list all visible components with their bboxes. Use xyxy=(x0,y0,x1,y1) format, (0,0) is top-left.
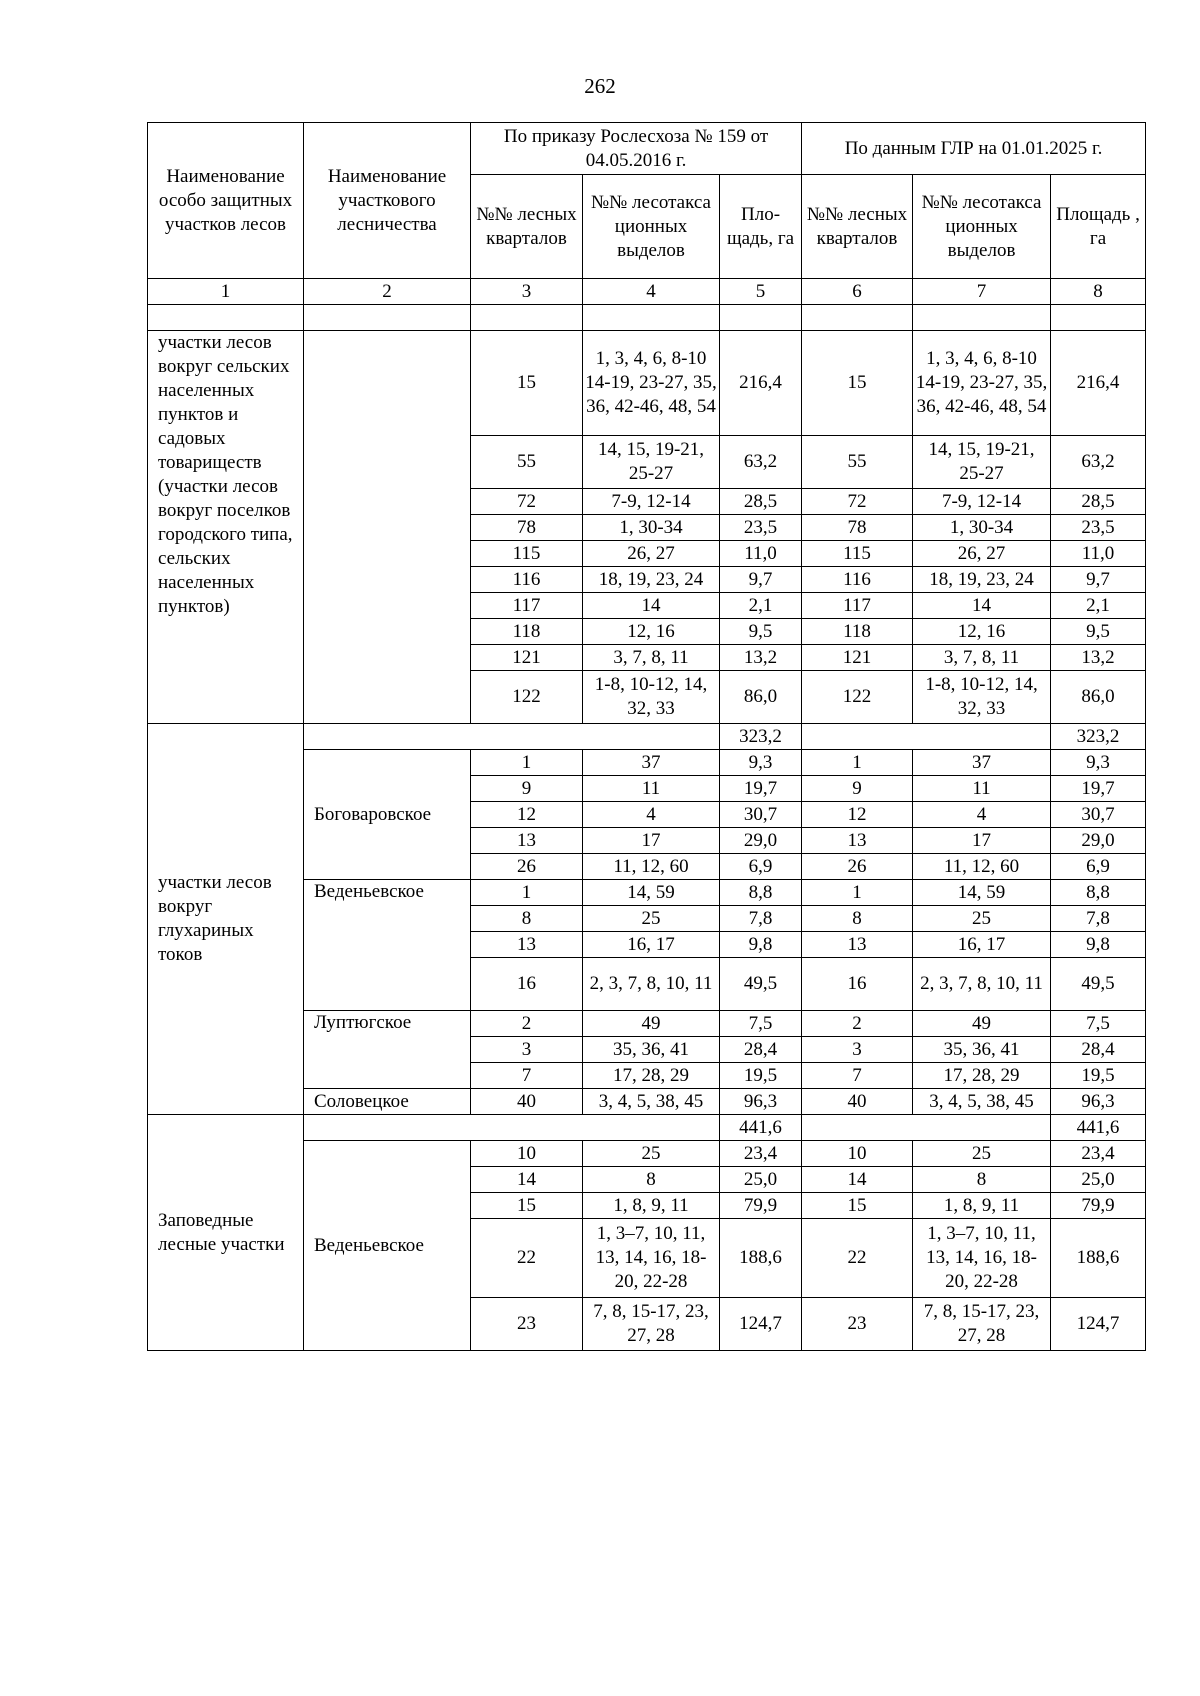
section-total: 323,2 xyxy=(720,724,802,750)
kvartal: 118 xyxy=(802,619,913,645)
total-row xyxy=(148,1115,1146,1141)
kvartal: 78 xyxy=(802,515,913,541)
kvartal: 116 xyxy=(471,567,583,593)
area: 6,9 xyxy=(1051,854,1146,880)
kvartal: 22 xyxy=(471,1219,583,1298)
vydely: 25 xyxy=(583,906,720,932)
area: 9,7 xyxy=(1051,567,1146,593)
vydely: 1, 3, 4, 6, 8-10 14-19, 23-27, 35, 36, 42-46, 48, 54 xyxy=(583,331,720,436)
vydely: 14, 15, 19-21, 25-27 xyxy=(913,436,1051,489)
area: 23,5 xyxy=(1051,515,1146,541)
header-vydely: №№ лесотакса ционных выделов xyxy=(583,175,720,279)
kvartal: 13 xyxy=(802,828,913,854)
forestry-vedenevskoe: Веденьевское xyxy=(304,1141,471,1351)
area: 79,9 xyxy=(720,1193,802,1219)
area: 30,7 xyxy=(1051,802,1146,828)
area: 96,3 xyxy=(720,1089,802,1115)
vydely: 26, 27 xyxy=(583,541,720,567)
area: 9,5 xyxy=(1051,619,1146,645)
area: 19,7 xyxy=(720,776,802,802)
area: 188,6 xyxy=(1051,1219,1146,1298)
col-number: 4 xyxy=(583,279,720,305)
area: 28,4 xyxy=(720,1037,802,1063)
area: 2,1 xyxy=(1051,593,1146,619)
vydely: 17, 28, 29 xyxy=(913,1063,1051,1089)
vydely: 14 xyxy=(913,593,1051,619)
vydely: 25 xyxy=(913,906,1051,932)
area: 63,2 xyxy=(720,436,802,489)
area: 49,5 xyxy=(1051,958,1146,1011)
vydely: 11 xyxy=(583,776,720,802)
kvartal: 7 xyxy=(802,1063,913,1089)
kvartal: 121 xyxy=(802,645,913,671)
area: 49,5 xyxy=(720,958,802,1011)
vydely: 3, 7, 8, 11 xyxy=(583,645,720,671)
area: 86,0 xyxy=(1051,671,1146,724)
kvartal: 78 xyxy=(471,515,583,541)
col-number: 3 xyxy=(471,279,583,305)
header-group-glr: По данным ГЛР на 01.01.2025 г. xyxy=(802,123,1146,175)
col-number: 2 xyxy=(304,279,471,305)
col-number: 8 xyxy=(1051,279,1146,305)
kvartal: 23 xyxy=(802,1298,913,1351)
vydely: 11, 12, 60 xyxy=(583,854,720,880)
vydely: 12, 16 xyxy=(913,619,1051,645)
area: 23,4 xyxy=(720,1141,802,1167)
vydely: 14, 59 xyxy=(913,880,1051,906)
kvartal: 115 xyxy=(802,541,913,567)
table-row xyxy=(148,331,1146,436)
vydely: 3, 4, 5, 38, 45 xyxy=(913,1089,1051,1115)
header-area-glr: Площадь , га xyxy=(1051,175,1146,279)
area: 96,3 xyxy=(1051,1089,1146,1115)
vydely: 49 xyxy=(913,1011,1051,1037)
kvartal: 22 xyxy=(802,1219,913,1298)
kvartal: 12 xyxy=(802,802,913,828)
vydely: 17 xyxy=(583,828,720,854)
kvartal: 26 xyxy=(802,854,913,880)
kvartal: 116 xyxy=(802,567,913,593)
area: 25,0 xyxy=(720,1167,802,1193)
kvartal: 26 xyxy=(471,854,583,880)
kvartal: 55 xyxy=(802,436,913,489)
col-number: 5 xyxy=(720,279,802,305)
area: 9,8 xyxy=(720,932,802,958)
area: 9,7 xyxy=(720,567,802,593)
kvartal: 1 xyxy=(471,880,583,906)
area: 7,8 xyxy=(720,906,802,932)
area: 8,8 xyxy=(1051,880,1146,906)
vydely: 1, 3–7, 10, 11, 13, 14, 16, 18-20, 22-28 xyxy=(583,1219,720,1298)
forestry-luptyugskoe: Луптюгское xyxy=(304,1011,471,1089)
kvartal: 55 xyxy=(471,436,583,489)
kvartal: 122 xyxy=(802,671,913,724)
kvartal: 1 xyxy=(802,750,913,776)
kvartal: 13 xyxy=(471,828,583,854)
area: 30,7 xyxy=(720,802,802,828)
forestry-vedenevskoe: Веденьевское xyxy=(304,880,471,1011)
kvartal: 40 xyxy=(471,1089,583,1115)
header-vydely: №№ лесотакса ционных выделов xyxy=(913,175,1051,279)
vydely: 49 xyxy=(583,1011,720,1037)
kvartal: 122 xyxy=(471,671,583,724)
vydely: 1, 3, 4, 6, 8-10 14-19, 23-27, 35, 36, 42-46, 48, 54 xyxy=(913,331,1051,436)
area: 9,8 xyxy=(1051,932,1146,958)
vydely: 11 xyxy=(913,776,1051,802)
forestry-bogovarovskoe: Боговаровское xyxy=(304,750,471,880)
vydely: 14, 15, 19-21, 25-27 xyxy=(583,436,720,489)
vydely: 17 xyxy=(913,828,1051,854)
area: 29,0 xyxy=(720,828,802,854)
vydely: 1, 3–7, 10, 11, 13, 14, 16, 18-20, 22-28 xyxy=(913,1219,1051,1298)
kvartal: 15 xyxy=(802,1193,913,1219)
vydely: 2, 3, 7, 8, 10, 11 xyxy=(583,958,720,1011)
col-number: 6 xyxy=(802,279,913,305)
vydely: 26, 27 xyxy=(913,541,1051,567)
section-name-grouse: участки лесов вокруг глухариных токов xyxy=(148,724,304,1115)
vydely: 37 xyxy=(583,750,720,776)
area: 2,1 xyxy=(720,593,802,619)
kvartal: 7 xyxy=(471,1063,583,1089)
area: 188,6 xyxy=(720,1219,802,1298)
kvartal: 3 xyxy=(471,1037,583,1063)
kvartal: 13 xyxy=(802,932,913,958)
vydely: 8 xyxy=(583,1167,720,1193)
header-col2: Наименование участкового лесничества xyxy=(304,123,471,279)
kvartal: 118 xyxy=(471,619,583,645)
vydely: 35, 36, 41 xyxy=(913,1037,1051,1063)
kvartal: 14 xyxy=(802,1167,913,1193)
vydely: 1-8, 10-12, 14, 32, 33 xyxy=(583,671,720,724)
kvartal: 23 xyxy=(471,1298,583,1351)
area: 216,4 xyxy=(720,331,802,436)
kvartal: 9 xyxy=(802,776,913,802)
vydely: 17, 28, 29 xyxy=(583,1063,720,1089)
area: 29,0 xyxy=(1051,828,1146,854)
area: 9,5 xyxy=(720,619,802,645)
vydely: 14, 59 xyxy=(583,880,720,906)
area: 23,4 xyxy=(1051,1141,1146,1167)
vydely: 37 xyxy=(913,750,1051,776)
area: 86,0 xyxy=(720,671,802,724)
area: 8,8 xyxy=(720,880,802,906)
kvartal: 121 xyxy=(471,645,583,671)
kvartal: 2 xyxy=(471,1011,583,1037)
area: 7,5 xyxy=(1051,1011,1146,1037)
vydely: 16, 17 xyxy=(913,932,1051,958)
area: 79,9 xyxy=(1051,1193,1146,1219)
vydely: 3, 7, 8, 11 xyxy=(913,645,1051,671)
vydely: 18, 19, 23, 24 xyxy=(913,567,1051,593)
section-total: 323,2 xyxy=(1051,724,1146,750)
kvartal: 40 xyxy=(802,1089,913,1115)
area: 7,8 xyxy=(1051,906,1146,932)
vydely: 7-9, 12-14 xyxy=(913,489,1051,515)
spacer-row xyxy=(148,305,1146,331)
vydely: 1-8, 10-12, 14, 32, 33 xyxy=(913,671,1051,724)
area: 63,2 xyxy=(1051,436,1146,489)
area: 25,0 xyxy=(1051,1167,1146,1193)
vydely: 3, 4, 5, 38, 45 xyxy=(583,1089,720,1115)
vydely: 2, 3, 7, 8, 10, 11 xyxy=(913,958,1051,1011)
area: 9,3 xyxy=(1051,750,1146,776)
vydely: 1, 8, 9, 11 xyxy=(583,1193,720,1219)
kvartal: 12 xyxy=(471,802,583,828)
area: 28,4 xyxy=(1051,1037,1146,1063)
vydely: 7-9, 12-14 xyxy=(583,489,720,515)
area: 6,9 xyxy=(720,854,802,880)
area: 19,7 xyxy=(1051,776,1146,802)
kvartal: 10 xyxy=(471,1141,583,1167)
kvartal: 8 xyxy=(471,906,583,932)
area: 28,5 xyxy=(720,489,802,515)
area: 23,5 xyxy=(720,515,802,541)
kvartal: 15 xyxy=(802,331,913,436)
kvartal: 14 xyxy=(471,1167,583,1193)
area: 7,5 xyxy=(720,1011,802,1037)
page-number: 262 xyxy=(584,74,616,98)
header-col1: Наименование особо защитных участков лесов xyxy=(148,123,304,279)
forestry-empty xyxy=(304,331,471,724)
section-total: 441,6 xyxy=(1051,1115,1146,1141)
vydely: 4 xyxy=(583,802,720,828)
area: 28,5 xyxy=(1051,489,1146,515)
area: 11,0 xyxy=(1051,541,1146,567)
protective-forest-areas-table xyxy=(147,122,1146,1351)
kvartal: 3 xyxy=(802,1037,913,1063)
vydely: 1, 30-34 xyxy=(913,515,1051,541)
kvartal: 8 xyxy=(802,906,913,932)
area: 19,5 xyxy=(1051,1063,1146,1089)
area: 13,2 xyxy=(720,645,802,671)
kvartal: 1 xyxy=(471,750,583,776)
vydely: 8 xyxy=(913,1167,1051,1193)
section-total: 441,6 xyxy=(720,1115,802,1141)
header-group-order: По приказу Рослесхоза № 159 от 04.05.2016 г. xyxy=(471,123,802,175)
vydely: 25 xyxy=(913,1141,1051,1167)
kvartal: 13 xyxy=(471,932,583,958)
area: 124,7 xyxy=(720,1298,802,1351)
kvartal: 117 xyxy=(471,593,583,619)
vydely: 1, 30-34 xyxy=(583,515,720,541)
header-kvartaly: №№ лесных кварталов xyxy=(471,175,583,279)
kvartal: 16 xyxy=(471,958,583,1011)
header-kvartaly: №№ лесных кварталов xyxy=(802,175,913,279)
area: 13,2 xyxy=(1051,645,1146,671)
vydely: 1, 8, 9, 11 xyxy=(913,1193,1051,1219)
area: 11,0 xyxy=(720,541,802,567)
area: 216,4 xyxy=(1051,331,1146,436)
vydely: 25 xyxy=(583,1141,720,1167)
vydely: 18, 19, 23, 24 xyxy=(583,567,720,593)
vydely: 11, 12, 60 xyxy=(913,854,1051,880)
kvartal: 10 xyxy=(802,1141,913,1167)
section-name-reserved: Заповедные лесные участки xyxy=(148,1115,304,1351)
kvartal: 1 xyxy=(802,880,913,906)
kvartal: 117 xyxy=(802,593,913,619)
kvartal: 72 xyxy=(471,489,583,515)
vydely: 4 xyxy=(913,802,1051,828)
forestry-solovetskoe: Соловецкое xyxy=(304,1089,471,1115)
kvartal: 16 xyxy=(802,958,913,1011)
header-area-order: Пло-щадь, га xyxy=(720,175,802,279)
vydely: 7, 8, 15-17, 23, 27, 28 xyxy=(913,1298,1051,1351)
vydely: 7, 8, 15-17, 23, 27, 28 xyxy=(583,1298,720,1351)
area: 9,3 xyxy=(720,750,802,776)
kvartal: 15 xyxy=(471,331,583,436)
kvartal: 72 xyxy=(802,489,913,515)
section-name-villages: участки лесов вокруг сельских населенных пунктов и садовых товариществ (участки лесов вокруг поселков городского типа, сельских населенных пунктов) xyxy=(148,331,304,724)
kvartal: 9 xyxy=(471,776,583,802)
kvartal: 15 xyxy=(471,1193,583,1219)
kvartal: 115 xyxy=(471,541,583,567)
area: 124,7 xyxy=(1051,1298,1146,1351)
col-number: 1 xyxy=(148,279,304,305)
vydely: 12, 16 xyxy=(583,619,720,645)
vydely: 14 xyxy=(583,593,720,619)
vydely: 35, 36, 41 xyxy=(583,1037,720,1063)
area: 19,5 xyxy=(720,1063,802,1089)
kvartal: 2 xyxy=(802,1011,913,1037)
vydely: 16, 17 xyxy=(583,932,720,958)
col-number: 7 xyxy=(913,279,1051,305)
total-row xyxy=(148,724,1146,750)
